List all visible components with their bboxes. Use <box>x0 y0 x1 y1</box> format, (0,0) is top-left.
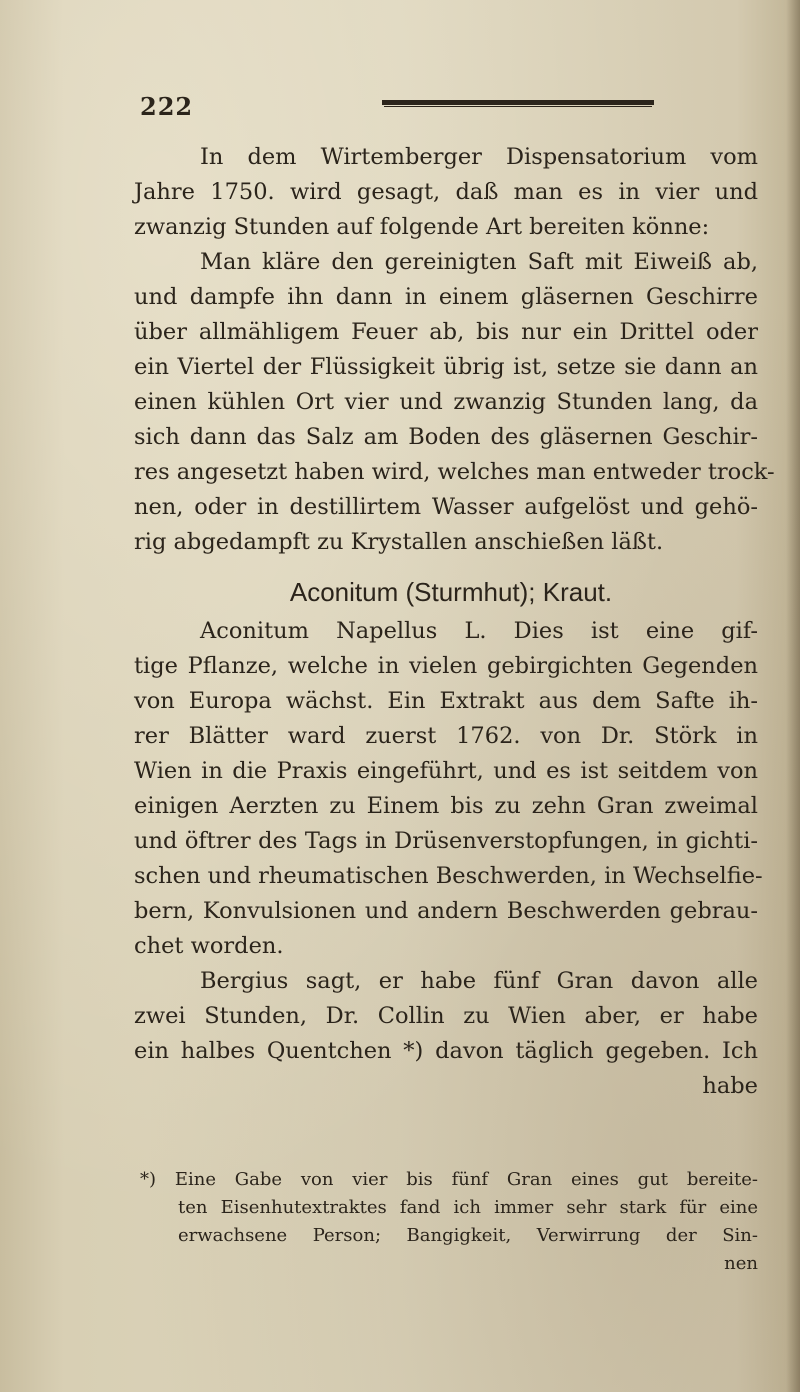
text-line: nen, oder in destillirtem Wasser aufgelöst und gehö- <box>134 494 758 520</box>
text-line: und dampfe ihn dann in einem gläsernen Geschirre <box>134 284 758 310</box>
text-line: In dem Wirtemberger Dispensatorium vom <box>200 144 758 170</box>
page-number: 222 <box>140 92 194 121</box>
text-line: einen kühlen Ort vier und zwanzig Stunden lang, da <box>134 389 758 415</box>
catchword: habe <box>702 1073 758 1099</box>
text-line: Wien in die Praxis eingeführt, und es ist seitdem von <box>134 758 758 784</box>
text-line: Jahre 1750. wird gesagt, daß man es in vier und <box>134 179 758 205</box>
text-line: ein Viertel der Flüssigkeit übrig ist, setze sie dann an <box>134 354 758 380</box>
footnote <box>140 1166 758 1278</box>
text-line: tige Pflanze, welche in vielen gebirgichten Gegenden <box>134 653 758 679</box>
text-line: res angesetzt haben wird, welches man entweder trock- <box>134 459 775 485</box>
text-line: Aconitum Napellus L. Dies ist eine gif- <box>200 618 758 644</box>
text-line: einigen Aerzten zu Einem bis zu zehn Gran zweimal <box>134 793 758 819</box>
header-rule <box>382 100 654 105</box>
text-line: bern, Konvulsionen und andern Beschwerden gebrau- <box>134 898 758 924</box>
text-line: rig abgedampft zu Krystallen anschießen läßt. <box>134 529 664 555</box>
text-line: sich dann das Salz am Boden des gläsernen Geschir- <box>134 424 758 450</box>
text-line: und öftrer des Tags in Drüsenverstopfungen, in gichti- <box>134 828 758 854</box>
footnote-line: ten Eisenhutextraktes fand ich immer sehr stark für eine <box>178 1197 758 1218</box>
text-line: zwei Stunden, Dr. Collin zu Wien aber, er habe <box>134 1003 758 1029</box>
text-line: zwanzig Stunden auf folgende Art bereiten könne: <box>134 214 710 240</box>
footnote-line: erwachsene Person; Bangigkeit, Verwirrung der Sin- <box>178 1225 758 1246</box>
text-line: Bergius sagt, er habe fünf Gran davon alle <box>200 968 758 994</box>
text-line: rer Blätter ward zuerst 1762. von Dr. Störk in <box>134 723 758 749</box>
section-heading: Aconitum (Sturmhut); Kraut. <box>289 577 613 607</box>
text-line: Man kläre den gereinigten Saft mit Eiweiß ab, <box>200 249 758 275</box>
text-line: chet worden. <box>134 933 284 959</box>
text-line: über allmähligem Feuer ab, bis nur ein Drittel oder <box>134 319 758 345</box>
footnote-line: *) Eine Gabe von vier bis fünf Gran eines gut bereite- <box>140 1169 758 1190</box>
text-line: schen und rheumatischen Beschwerden, in Wechselfie- <box>134 863 763 889</box>
body-text <box>134 140 775 1104</box>
text-line: ein halbes Quentchen *) davon täglich gegeben. Ich <box>134 1038 758 1064</box>
text-line: von Europa wächst. Ein Extrakt aus dem Safte ih- <box>134 688 758 714</box>
page-header <box>140 92 540 122</box>
footnote-catchword: nen <box>724 1253 758 1274</box>
